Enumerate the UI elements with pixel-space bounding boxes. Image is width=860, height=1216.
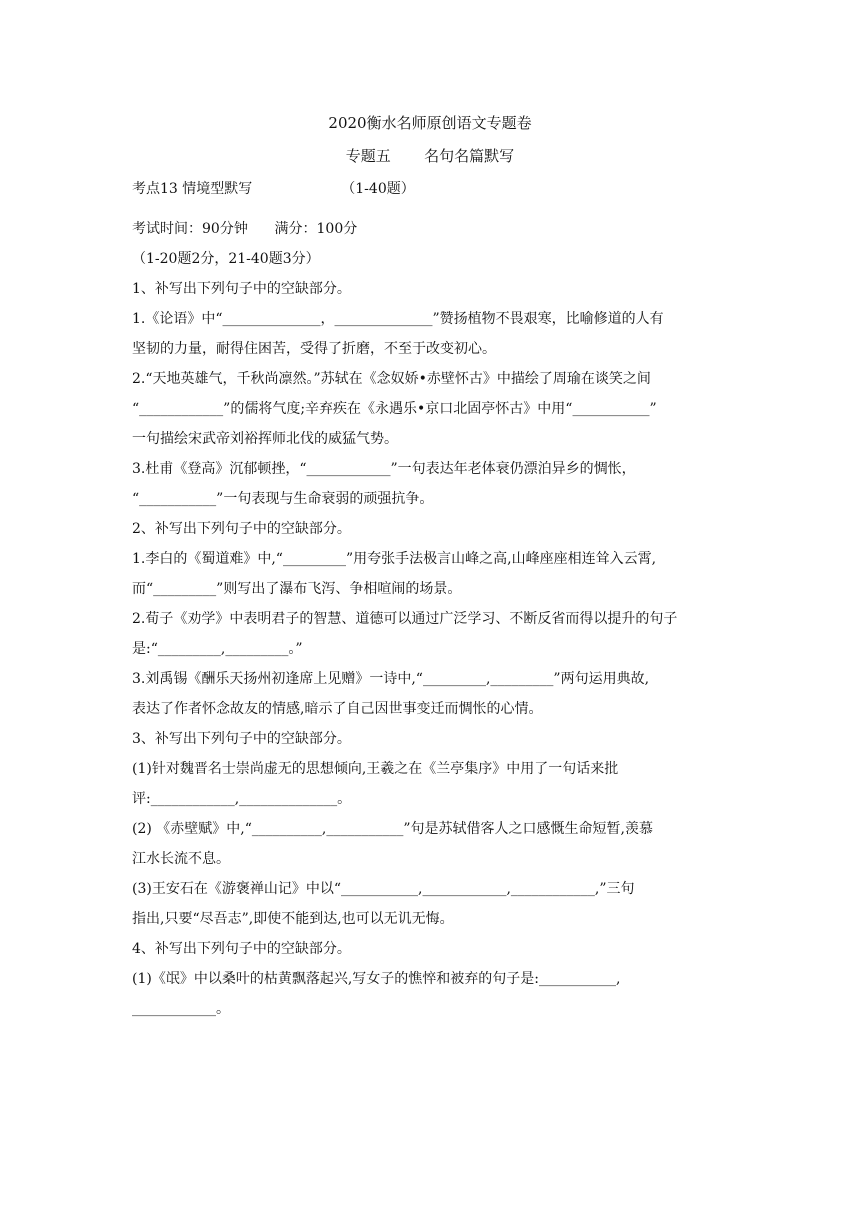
document-subtitle: 专题五 名句名篇默写 [345,147,515,165]
question-line: “___________”一句表现与生命衰弱的顽强抗争。 [132,491,434,507]
question-line: 是:“_________,_________。” [132,641,303,657]
section-heading: 1、补写出下列句子中的空缺部分。 [132,281,351,297]
document-body [132,174,728,1024]
question-line: 1.李白的《蜀道难》中,“_________”用夸张手法极言山峰之高,山峰座座相连耸入云霄, [132,551,657,567]
exam-points: （1-20题2分，21-40题3分） [132,251,320,267]
question-line: 评:____________,______________。 [132,791,352,807]
exam-time-score: 考试时间：90分钟 满分：100分 [132,221,358,237]
section-heading: 4、补写出下列句子中的空缺部分。 [132,941,351,957]
question-line: (1)《氓》中以桑叶的枯黄飘落起兴,写女子的憔悴和被弃的句子是:___________, [132,971,621,987]
topic-line: 考点13 情境型默写 （1-40题） [132,181,415,197]
question-line: 而“_________”则写出了瀑布飞泻、争相喧闹的场景。 [132,581,462,597]
question-line: 坚韧的力量，耐得住困苦，受得了折磨，不至于改变初心。 [132,341,496,357]
question-line: (3)王安石在《游褒禅山记》中以“___________,____________,____________,”三句 [132,881,635,897]
question-line: 3.杜甫《登高》沉郁顿挫，“____________”一句表达年老体衰仍漂泊异乡的惆怅， [132,461,636,477]
question-line: 2.“天地英雄气，千秋尚凛然。”苏轼在《念奴娇•赤壁怀古》中描绘了周瑜在谈笑之间 [132,371,651,387]
document-title: 2020衡水名师原创语文专题卷 [328,114,532,132]
question-line: 1.《论语》中“______________，______________”赞扬植物不畏艰寒，比喻修道的人有 [132,311,664,327]
section-heading: 3、补写出下列句子中的空缺部分。 [132,731,351,747]
section-heading: 2、补写出下列句子中的空缺部分。 [132,521,351,537]
question-line: 一句描绘宋武帝刘裕挥师北伐的威猛气势。 [132,431,398,447]
question-line: ____________。 [132,1001,230,1017]
question-line: 2.荀子《劝学》中表明君子的智慧、道德可以通过广泛学习、不断反省而得以提升的句子 [132,611,678,627]
question-line: (2) 《赤壁赋》中,“__________,___________”句是苏轼借客人之口感慨生命短暂,羡慕 [132,821,653,837]
question-line: 指出,只要“尽吾志”,即使不能到达,也可以无讥无悔。 [132,911,454,927]
question-line: 3.刘禹锡《酬乐天扬州初逢席上见赠》一诗中,“_________,_________”两句运用典故, [132,671,650,687]
question-line: (1)针对魏晋名士崇尚虚无的思想倾向,王羲之在《兰亭集序》中用了一句话来批 [132,761,619,777]
question-line: “____________”的儒将气度;辛弃疾在《永遇乐•京口北固亭怀古》中用“___________” [132,401,657,417]
question-line: 表达了作者怀念故友的情感,暗示了自己因世事变迁而惆怅的心情。 [132,701,543,717]
question-line: 江水长流不息。 [132,851,230,867]
